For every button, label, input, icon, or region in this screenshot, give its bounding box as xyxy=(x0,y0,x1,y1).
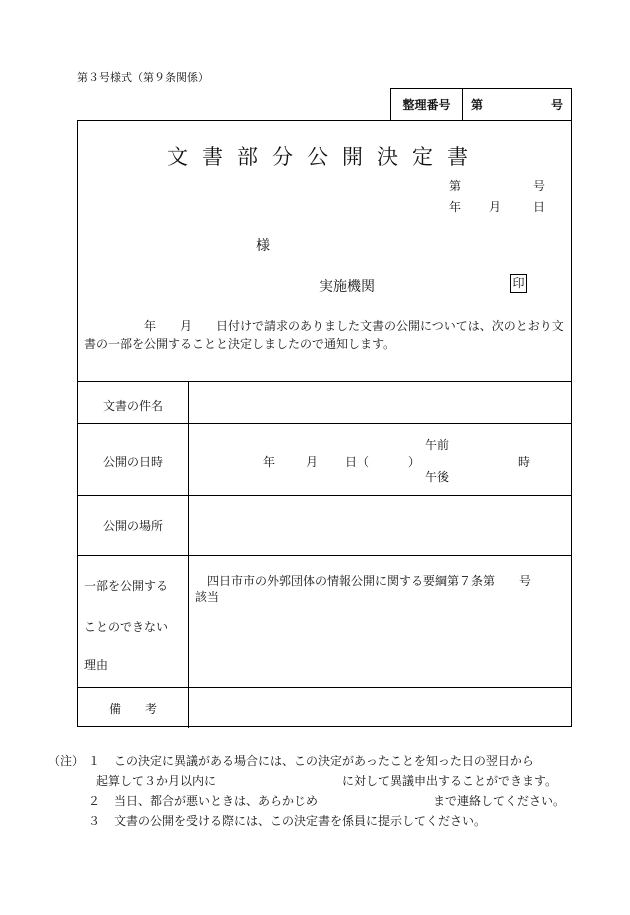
notification-text xyxy=(84,317,566,353)
agency-label: 実施機関 xyxy=(319,279,375,295)
location-field[interactable] xyxy=(189,496,572,554)
reference-go: 号 xyxy=(550,98,563,112)
note-3-line1: 文書の公開を受ける際には、この決定書を係員に提示してください。 xyxy=(114,814,487,828)
remarks-label: 備 考 xyxy=(108,702,157,716)
number-prefix: 第 xyxy=(449,179,462,193)
note-2-line1b: まで連絡してください。 xyxy=(433,794,566,808)
seal-mark: 印 xyxy=(510,274,527,293)
datetime-am: 午前 xyxy=(425,438,450,452)
datetime-label: 公開の日時 xyxy=(102,455,163,469)
reason-label-line3: 理由 xyxy=(84,658,109,672)
reason-text-line1: 四日市市の外郭団体の情報公開に関する要綱第７条第 号 xyxy=(207,574,532,588)
form-number-label: 第３号様式（第９条関係） xyxy=(77,71,209,84)
datetime-field[interactable] xyxy=(189,424,572,494)
note-2-number: ２ xyxy=(88,794,101,808)
reference-number-label: 整理番号 xyxy=(391,89,463,120)
reference-number-field[interactable] xyxy=(463,89,571,120)
datetime-hour: 時 xyxy=(518,455,531,469)
page-title: 文書部分公開決定書 xyxy=(167,145,482,169)
date-month: 月 xyxy=(489,200,502,214)
reference-dai: 第 xyxy=(471,98,484,112)
note-1-line2a: 起算して３か月以内に xyxy=(96,774,217,788)
reason-label-line2: ことのできない xyxy=(84,620,169,634)
subject-field[interactable] xyxy=(189,382,572,422)
note-1-line2b: に対して異議申出することができます。 xyxy=(342,774,558,788)
date-year: 年 xyxy=(449,200,462,214)
note-1-line1: この決定に異議がある場合には、この決定があったことを知った日の翌日から xyxy=(114,754,534,768)
number-suffix: 号 xyxy=(533,179,546,193)
notes-prefix: （注） xyxy=(48,754,85,768)
reason-text-line2: 該当 xyxy=(195,590,220,604)
datetime-day: 日（ xyxy=(345,455,370,469)
subject-label: 文書の件名 xyxy=(102,399,163,413)
datetime-month: 月 xyxy=(306,455,319,469)
note-2-line1a: 当日、都合が悪いときは、あらかじめ xyxy=(114,794,319,808)
note-3-number: ３ xyxy=(88,814,101,828)
datetime-close-paren: ） xyxy=(408,455,421,469)
datetime-pm: 午後 xyxy=(425,470,450,484)
note-1-number: １ xyxy=(88,754,101,768)
location-label: 公開の場所 xyxy=(102,519,163,533)
reason-field[interactable] xyxy=(189,556,572,686)
addressee-suffix: 様 xyxy=(256,238,270,254)
decision-form xyxy=(77,120,572,727)
remarks-field[interactable] xyxy=(189,688,572,726)
reference-number-box xyxy=(390,88,572,120)
notification-body: 年 月 日付けで請求のありました文書の公開については、次のとおり文書の一部を公開することと決定しましたので通知します。 xyxy=(84,319,564,351)
reason-label-line1: 一部を公開する xyxy=(84,579,169,593)
date-day: 日 xyxy=(533,200,546,214)
datetime-year: 年 xyxy=(263,455,276,469)
